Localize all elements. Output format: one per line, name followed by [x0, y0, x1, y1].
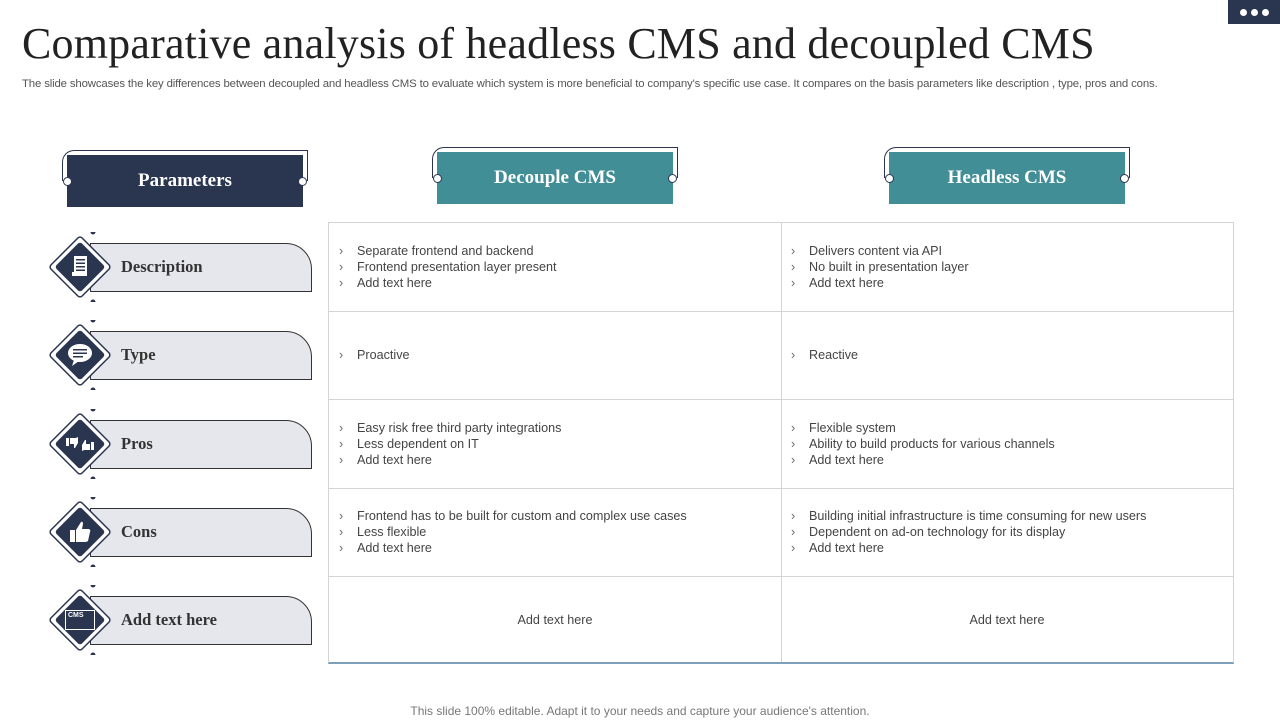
scroll-icon: [64, 251, 96, 283]
more-dot-icon: [1251, 9, 1258, 16]
list-item: › Add text here: [781, 275, 1221, 291]
param-row-type: [40, 317, 312, 393]
param-row-pros: [40, 406, 312, 482]
list-item: › No built in presentation layer: [781, 259, 1221, 275]
list-item: › Frontend presentation layer present: [329, 259, 769, 275]
page-subtitle: The slide showcases the key differences between decoupled and headless CMS to evaluate which system is more beneficial to company's specific use case. It compares on the basis parameters like description , type, pros and cons.: [22, 78, 1158, 90]
param-label: Description: [121, 257, 203, 276]
list-item: › Easy risk free third party integrations: [329, 420, 769, 436]
param-row-cons: [40, 494, 312, 570]
list-item: › Add text here: [781, 452, 1221, 468]
param-row-description: [40, 229, 312, 305]
list-item: › Add text here: [329, 452, 769, 468]
cell-text: Add text here: [969, 612, 1045, 627]
list-item: › Delivers content via API: [781, 243, 1221, 259]
headless-add-text-cell: [781, 576, 1233, 663]
headless-pros-cell: [781, 399, 1221, 488]
connector-dot-icon: [63, 177, 72, 186]
decouple-cms-header: [437, 152, 673, 204]
headless-description-cell: [781, 223, 1221, 311]
more-options-button[interactable]: [1228, 0, 1280, 24]
list-item: › Dependent on ad-on technology for its display: [781, 524, 1221, 540]
decouple-add-text-cell: [329, 576, 781, 663]
list-item: › Flexible system: [781, 420, 1221, 436]
list-item: › Ability to build products for various channels: [781, 436, 1221, 452]
param-label: Add text here: [121, 610, 217, 629]
headless-cms-header-label: Headless CMS: [947, 167, 1067, 188]
param-row-add-text: [40, 582, 312, 658]
connector-dot-icon: [1120, 174, 1129, 183]
list-item: › Add text here: [329, 275, 769, 291]
more-dot-icon: [1240, 9, 1247, 16]
headless-type-cell: [781, 311, 1221, 399]
decouple-pros-cell: [329, 399, 769, 488]
speech-bubble-icon: [64, 339, 96, 371]
list-item: › Proactive: [329, 347, 769, 363]
footer-note: This slide 100% editable. Adapt it to your needs and capture your audience's attention.: [410, 704, 870, 718]
connector-dot-icon: [433, 174, 442, 183]
param-label: Type: [121, 345, 156, 364]
list-item: › Reactive: [781, 347, 1221, 363]
list-item: › Add text here: [781, 540, 1221, 556]
headless-cons-cell: [781, 488, 1221, 576]
connector-dot-icon: [668, 174, 677, 183]
decouple-cms-header-label: Decouple CMS: [494, 167, 616, 188]
list-item: › Add text here: [329, 540, 769, 556]
param-label: Pros: [121, 434, 153, 453]
list-item: › Frontend has to be built for custom and complex use cases: [329, 508, 769, 524]
more-dot-icon: [1262, 9, 1269, 16]
list-item: › Building initial infrastructure is time consuming for new users: [781, 508, 1221, 524]
param-label: Cons: [121, 522, 157, 541]
list-item: › Less dependent on IT: [329, 436, 769, 452]
cms-window-icon: [64, 604, 96, 636]
comparison-table: [328, 222, 1234, 664]
headless-cms-header: [889, 152, 1125, 204]
cell-text: Add text here: [517, 612, 593, 627]
decouple-description-cell: [329, 223, 769, 311]
list-item: › Separate frontend and backend: [329, 243, 769, 259]
page-title: Comparative analysis of headless CMS and decoupled CMS: [22, 19, 1095, 68]
cms-icon-text: CMS: [68, 612, 84, 619]
list-item: › Less flexible: [329, 524, 769, 540]
parameters-header: [67, 155, 303, 207]
connector-dot-icon: [298, 177, 307, 186]
parameters-header-label: Parameters: [138, 170, 232, 191]
thumbs-up-icon: [64, 516, 96, 548]
thumbs-up-down-icon: [64, 428, 96, 460]
decouple-type-cell: [329, 311, 769, 399]
decouple-cons-cell: [329, 488, 769, 576]
connector-dot-icon: [885, 174, 894, 183]
